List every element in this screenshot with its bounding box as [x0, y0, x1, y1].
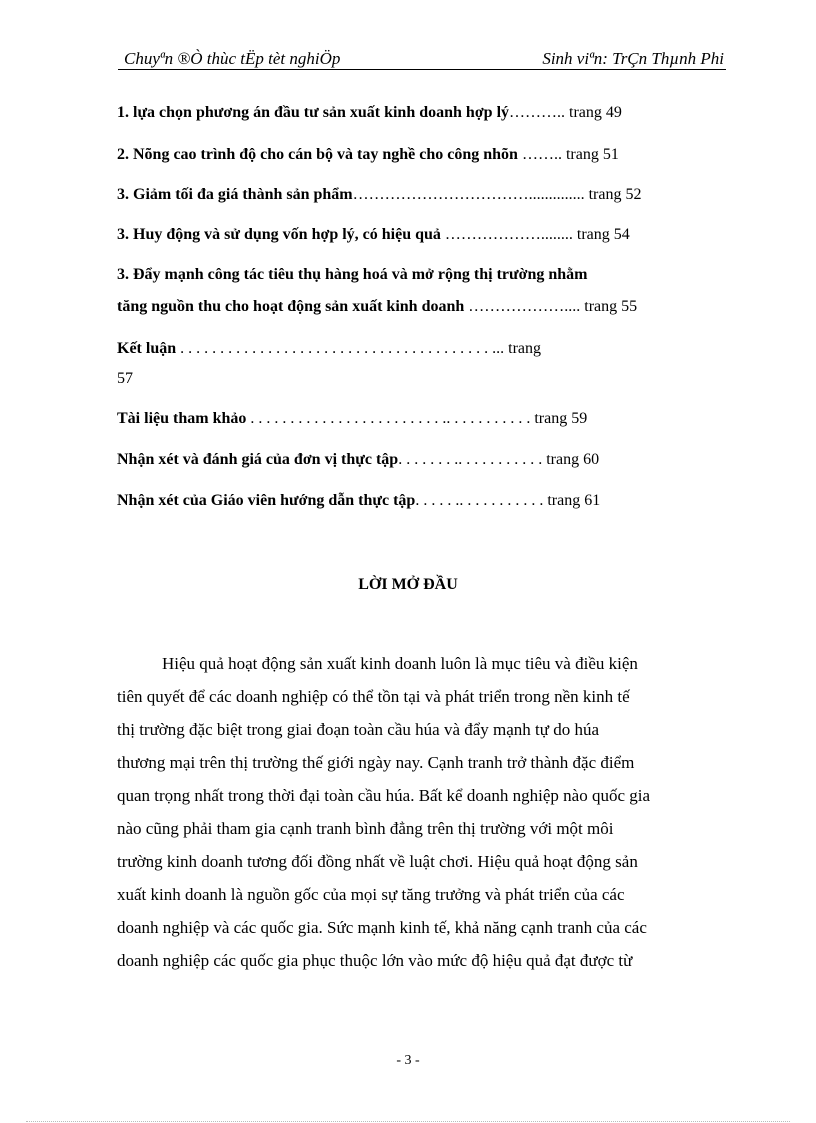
toc-entry: [117, 492, 717, 510]
page-bottom-divider: [26, 1121, 790, 1122]
toc-entry-page-continued: 57: [117, 370, 133, 387]
page-header: [118, 47, 726, 70]
toc-entry-title: Tài liệu tham khảo: [117, 410, 247, 427]
toc-entry-title: Nhận xét và đánh giá của đơn vị thực tập: [117, 451, 399, 468]
paragraph-line: xuất kinh doanh là nguồn gốc của mọi sự tăng trưởng và phát triển của các: [117, 885, 625, 904]
toc-entry: [117, 146, 717, 164]
section-heading: LỜI MỞ ĐẦU: [358, 576, 458, 593]
paragraph-line: quan trọng nhất trong thời đại toàn cầu húa. Bất kể doanh nghiệp nào quốc gia: [117, 786, 651, 805]
toc-entry-page: trang 54: [576, 226, 630, 243]
toc-entry-title: Nhận xét của Giáo viên hướng dẫn thực tập: [117, 492, 416, 509]
toc-entry: [117, 266, 717, 284]
header-document-title: Chuyªn ®Ò thùc tËp tèt nghiÖp: [124, 49, 341, 68]
toc-entry-title-line1: 3. Đẩy mạnh công tác tiêu thụ hàng hoá và mở rộng thị trường nhằm: [117, 266, 588, 283]
toc-entry-title: tăng nguồn thu cho hoạt động sản xuất kinh doanh: [117, 298, 465, 315]
toc-entry: [117, 410, 717, 428]
paragraph-line: nào cũng phải tham gia cạnh tranh bình đẳng trên thị trường với một môi: [117, 819, 614, 838]
toc-entry-page: trang 59: [534, 410, 588, 427]
toc-entry-leader: ……………………………..............: [352, 186, 585, 203]
toc-entry-leader: ………………........: [440, 226, 573, 243]
toc-entry-page: trang 60: [546, 451, 600, 468]
toc-entry: [117, 104, 717, 122]
toc-entry: [117, 298, 717, 316]
toc-entry-page: trang 55: [584, 298, 638, 315]
toc-entry-page-wrap: [117, 370, 717, 388]
paragraph-line: doanh nghiệp và các quốc gia. Sức mạnh kinh tế, khả năng cạnh tranh của các: [117, 918, 647, 937]
toc-entry: [117, 340, 717, 358]
toc-entry-leader: ………………....: [464, 298, 581, 315]
paragraph-line: thương mại trên thị trường thế giới ngày nay. Cạnh tranh trở thành đặc điểm: [117, 753, 635, 772]
toc-entry-leader: . . . . . . . . . . . . . . . . . . . . . . . . .. . . . . . . . . . .: [246, 410, 531, 427]
toc-entry-page: trang 49: [569, 104, 622, 121]
page-number: - 3 -: [396, 1053, 420, 1068]
toc-entry-page: trang: [508, 340, 541, 357]
toc-entry-leader: ………..: [509, 104, 566, 121]
paragraph-line: trường kinh doanh tương đối đồng nhất về luật chơi. Hiệu quả hoạt động sản: [117, 852, 638, 871]
toc-entry-page: trang 51: [565, 146, 619, 163]
toc-entry-leader: ……..: [517, 146, 562, 163]
header-student-name: Sinh viªn: TrÇn Thµnh Phi: [542, 49, 724, 68]
toc-entry-leader: . . . . . .. . . . . . . . . . .: [415, 492, 544, 509]
paragraph-line: doanh nghiệp các quốc gia phục thuộc lớn vào mức độ hiệu quả đạt được từ: [117, 951, 633, 970]
toc-entry-title: 3. Giảm tối đa giá thành sản phẩm: [117, 186, 353, 203]
toc-entry-title: 1. lựa chọn phương án đầu tư sản xuất kinh doanh hợp lý: [117, 104, 510, 121]
paragraph-line: tiên quyết để các doanh nghiệp có thể tồn tại và phát triển trong nền kinh tế: [117, 687, 630, 706]
toc-entry-page: trang 61: [547, 492, 601, 509]
toc-entry-title: 2. Nõng cao trình độ cho cán bộ và tay nghề cho công nhõn: [117, 146, 518, 163]
toc-entry-page: trang 52: [588, 186, 642, 203]
toc-entry-title: Kết luận: [117, 340, 177, 357]
toc-entry: [117, 451, 717, 469]
toc-entry-leader: . . . . . . . .. . . . . . . . . . .: [398, 451, 543, 468]
toc-entry: [117, 226, 717, 244]
toc-entry-title: 3. Huy động và sử dụng vốn hợp lý, có hiệu quả: [117, 226, 441, 243]
toc-entry-leader: . . . . . . . . . . . . . . . . . . . . . . . . . . . . . . . . . . . . . . . ...: [176, 340, 505, 357]
toc-entry: [117, 186, 717, 204]
paragraph-line: thị trường đặc biệt trong giai đoạn toàn cầu húa và đẩy mạnh tự do húa: [117, 720, 600, 739]
paragraph-line: Hiệu quả hoạt động sản xuất kinh doanh luôn là mục tiêu và điều kiện: [162, 654, 638, 673]
